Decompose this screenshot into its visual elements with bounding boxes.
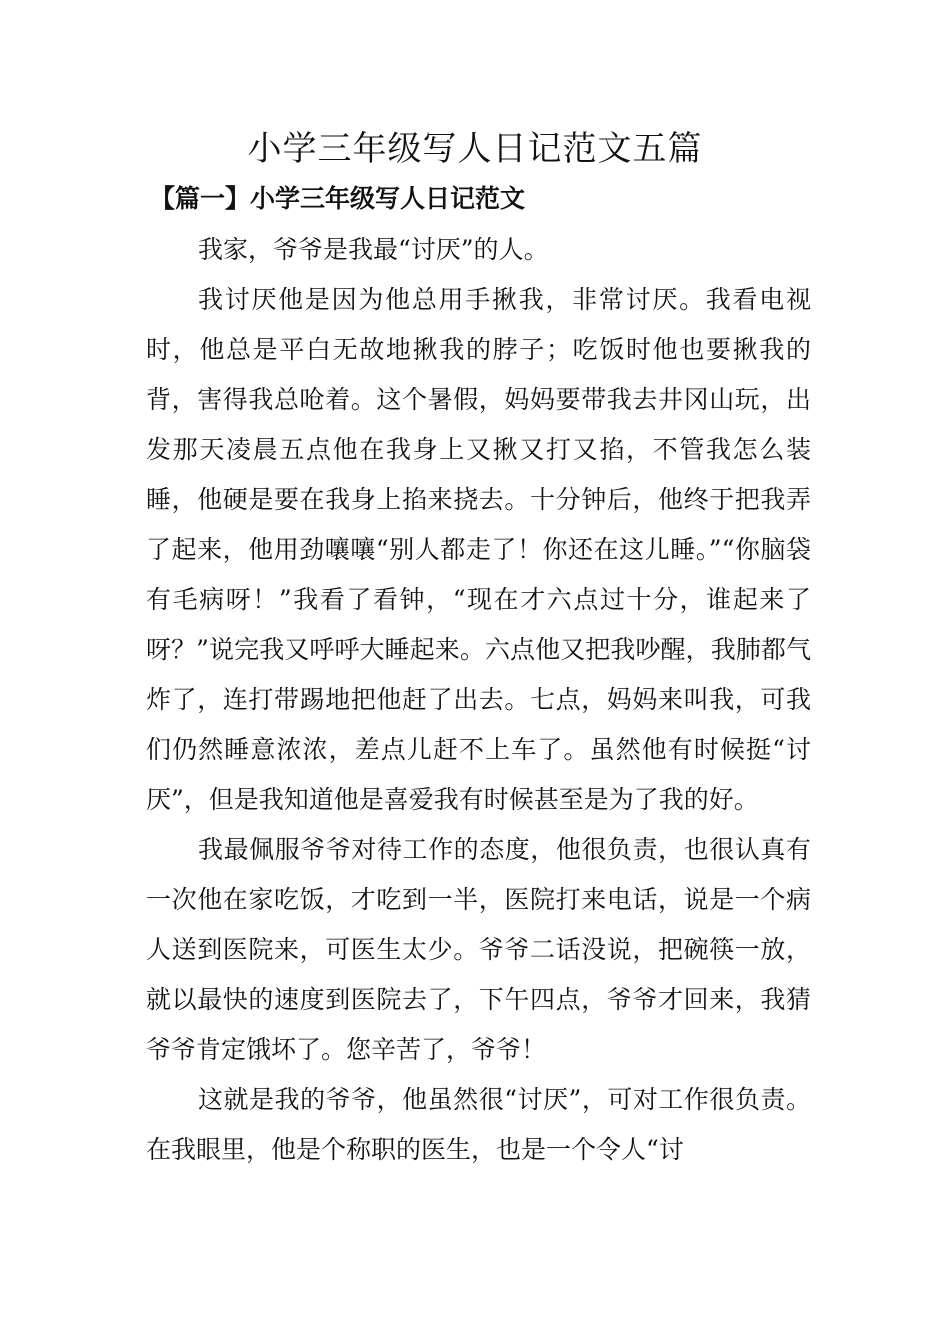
section-heading: 【篇一】小学三年级写人日记范文 [150,184,526,213]
paragraph: 这就是我的爷爷，他虽然很“讨厌”，可对工作很负责。在我眼里，他是个称职的医生，也是一个令人“讨 [146,1085,811,1164]
body-text [146,225,811,1175]
document-title: 小学三年级写人日记范文五篇 [247,129,703,169]
paragraph: 我最佩服爷爷对待工作的态度，他很负责，也很认真有一次他在家吃饭，才吃到一半，医院打来电话，说是一个病人送到医院来，可医生太少。爷爷二话没说，把碗筷一放，就以最快的速度到医院去了，下午四点，爷爷才回来，我猜爷爷肯定饿坏了。您辛苦了，爷爷！ [146,835,811,1064]
paragraph: 我家，爷爷是我最“讨厌”的人。 [198,235,549,264]
paragraph: 我讨厌他是因为他总用手揪我，非常讨厌。我看电视时，他总是平白无故地揪我的脖子；吃饭时他也要揪我的背，害得我总呛着。这个暑假，妈妈要带我去井冈山玩，出发那天凌晨五点他在我身上又揪又打又掐，不管我怎么装睡，他硬是要在我身上掐来挠去。十分钟后，他终于把我弄了起来，他用劲嚷嚷“别人都走了！你还在这儿睡。”“你脑袋有毛病呀！”我看了看钟，“现在才六点过十分，谁起来了呀？”说完我又呼呼大睡起来。六点他又把我吵醒，我肺都气炸了，连打带踢地把他赶了出去。七点，妈妈来叫我，可我们仍然睡意浓浓，差点儿赶不上车了。虽然他有时候挺“讨厌”，但是我知道他是喜爱我有时候甚至是为了我的好。 [146,285,811,814]
